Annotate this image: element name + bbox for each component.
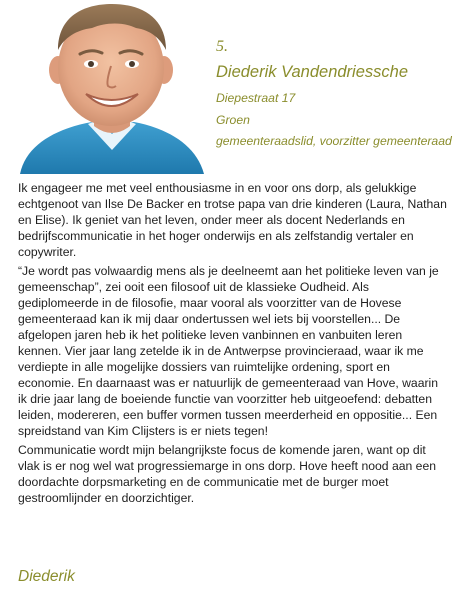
candidate-party: Groen bbox=[216, 113, 250, 127]
candidate-number: 5. bbox=[216, 38, 228, 55]
candidate-name: Diederik Vandendriessche bbox=[216, 63, 408, 81]
candidate-portrait bbox=[14, 2, 206, 174]
candidate-address: Diepestraat 17 bbox=[216, 91, 296, 105]
signature: Diederik bbox=[18, 568, 75, 585]
candidate-header bbox=[0, 0, 462, 178]
candidate-statement bbox=[18, 180, 448, 509]
statement-paragraph: Communicatie wordt mijn belangrijkste focus de komende jaren, want op dit vlak is er nog wel wat progressiemarge in ons dorp. Hove heeft nood aan een doordachte dorpsmarketing en de communicatie met de burger moet gestroomlijnder en doorzichtiger. bbox=[18, 443, 437, 505]
candidate-role: gemeenteraadslid, voorzitter gemeenteraad bbox=[216, 134, 452, 148]
candidate-info bbox=[216, 38, 452, 155]
statement-paragraph: Ik engageer me met veel enthousiasme in en voor ons dorp, als gelukkige echtgenoot van Ilse De Backer en trotse papa van drie kinderen (Laura, Nathan en Elise). Ik geniet van het leven, onder meer als docent Nederlands en bedrijfscommunicatie in het hoger onderwijs en als zelfstandig vertaler en copywriter. bbox=[18, 181, 447, 259]
statement-paragraph: “Je wordt pas volwaardig mens als je deelneemt aan het politieke leven van je gemeenschap”, zei ooit een filosoof uit de klassieke Oudheid. Als gediplomeerde in de filosofie, maar vooral als voorzitter van de Hovese gemeenteraad kan ik mij daar ondertussen wel iets bij voorstellen... De afgelopen jaren heb ik het politieke leven vanbinnen en vanbuiten leren kennen. Vier jaar lang zetelde ik in de Antwerpse provincieraad, waar ik me verdiepte in alle mogelijke dossiers van ruimtelijke ordening, sport en economie. En daarnaast was er natuurlijk de gemeenteraad van Hove, waarin ik drie jaar lang de boeiende functie van voorzitter heb uitgeoefend: debatten leiden, modereren, een buffer vormen tussen meerderheid en oppositie... Een spreidstand van Kim Clijsters is er niets tegen! bbox=[18, 264, 439, 438]
